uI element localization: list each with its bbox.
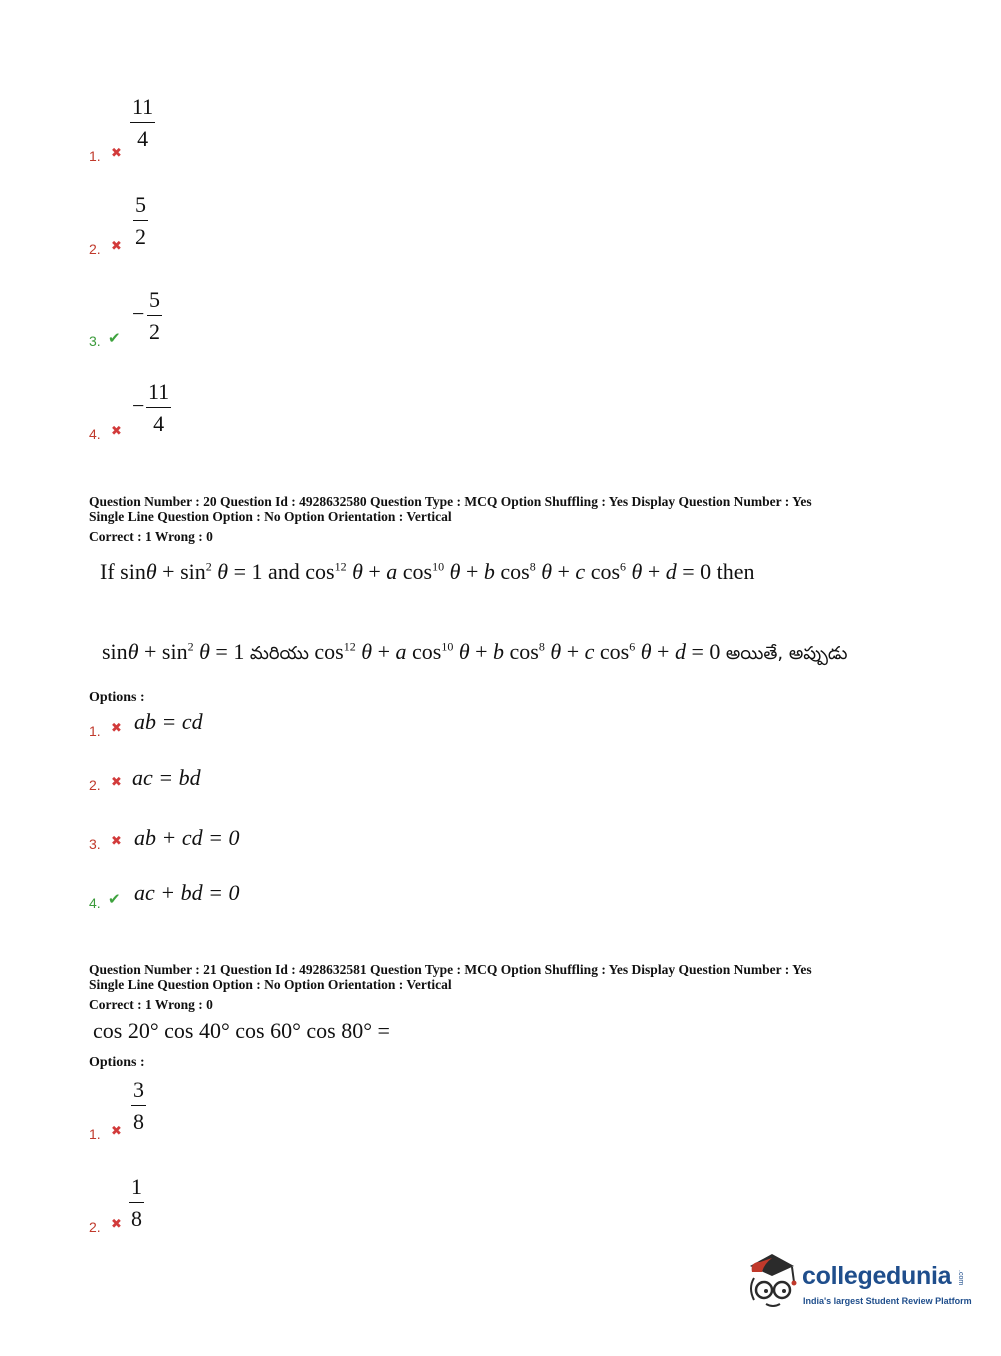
option-number: 3. xyxy=(89,333,101,349)
numerator: 11 xyxy=(132,94,154,119)
cross-icon: ✖ xyxy=(111,775,122,790)
fraction xyxy=(146,381,171,435)
cross-icon: ✖ xyxy=(111,1217,122,1232)
denominator: 4 xyxy=(137,126,149,151)
cross-icon: ✖ xyxy=(111,239,122,254)
question-text: cos 20° cos 40° cos 60° cos 80° = xyxy=(93,1018,390,1043)
eq-suffix: then xyxy=(716,559,755,584)
option-number: 4. xyxy=(89,895,101,911)
collegedunia-logo xyxy=(742,1248,972,1316)
brand-tagline: India's largest Student Review Platform xyxy=(803,1296,972,1306)
option-expression: ac = bd xyxy=(132,765,201,790)
fraction xyxy=(131,1079,146,1133)
option-number: 3. xyxy=(89,836,101,852)
option-number: 2. xyxy=(89,1219,101,1235)
options-label: Options : xyxy=(89,690,145,705)
denominator: 8 xyxy=(131,1206,142,1231)
numerator: 3 xyxy=(133,1077,144,1102)
option-number: 1. xyxy=(89,148,101,164)
option-number: 4. xyxy=(89,426,101,442)
telugu-and: మరియు xyxy=(249,643,309,664)
question-english: If $\sin\theta + \sin^2 \theta = 1$ and $\cos^{12} \theta + a$ $\cos^{10} \theta + b$ $\cos^8 \theta + c$ $\cos^6 \theta + d = 0$ then xyxy=(100,559,755,584)
check-icon: ✔ xyxy=(108,890,121,908)
eq-prefix: If xyxy=(100,559,115,584)
fraction xyxy=(129,1176,144,1230)
option-number: 1. xyxy=(89,723,101,739)
check-icon: ✔ xyxy=(108,329,121,347)
numerator: 11 xyxy=(148,379,170,404)
fraction xyxy=(133,194,148,248)
numerator: 5 xyxy=(149,287,160,312)
denominator: 8 xyxy=(133,1109,144,1134)
minus-sign: − xyxy=(132,301,145,326)
question-meta-line-1: Question Number : 21 Question Id : 4928632581 Question Type : MCQ Option Shuffling : Yes Display Question Number : Yes xyxy=(89,962,812,977)
fraction xyxy=(130,96,155,150)
question-meta-line-2: Single Line Question Option : No Option Orientation : Vertical xyxy=(89,509,452,524)
option-number: 2. xyxy=(89,777,101,793)
cross-icon: ✖ xyxy=(111,834,122,849)
question-meta-line-2: Single Line Question Option : No Option Orientation : Vertical xyxy=(89,977,452,992)
option-number: 2. xyxy=(89,241,101,257)
minus-sign: − xyxy=(132,393,145,418)
denominator: 2 xyxy=(149,319,160,344)
option-expression: ab = cd xyxy=(134,709,203,734)
fraction xyxy=(147,289,162,343)
option-number: 1. xyxy=(89,1126,101,1142)
correct-wrong-marks: Correct : 1 Wrong : 0 xyxy=(89,529,213,544)
option-expression: ac + bd = 0 xyxy=(134,880,240,905)
question-meta-line-1: Question Number : 20 Question Id : 4928632580 Question Type : MCQ Option Shuffling : Yes Display Question Number : Yes xyxy=(89,494,812,509)
denominator: 2 xyxy=(135,224,146,249)
cross-icon: ✖ xyxy=(111,424,122,439)
question-telugu: $\sin\theta + \sin^2 \theta = 1$ మరియు $\cos^{12} \theta + a$ $\cos^{10} \theta + b$ $\cos^8 \theta + c$ $\cos^6 \theta + d = 0$ అయితే, అప్పుడు xyxy=(102,639,848,664)
denominator: 4 xyxy=(153,411,165,436)
numerator: 5 xyxy=(135,192,146,217)
brand-suffix: .com xyxy=(957,1270,964,1286)
brand-name: collegedunia xyxy=(802,1262,952,1290)
cross-icon: ✖ xyxy=(111,146,122,161)
options-label: Options : xyxy=(89,1055,145,1070)
mascot-icon xyxy=(742,1248,800,1314)
correct-wrong-marks: Correct : 1 Wrong : 0 xyxy=(89,997,213,1012)
telugu-suffix: అయితే, అప్పుడు xyxy=(725,643,848,664)
numerator: 1 xyxy=(131,1174,142,1199)
cross-icon: ✖ xyxy=(111,1124,122,1139)
option-expression: ab + cd = 0 xyxy=(134,825,240,850)
cross-icon: ✖ xyxy=(111,721,122,736)
